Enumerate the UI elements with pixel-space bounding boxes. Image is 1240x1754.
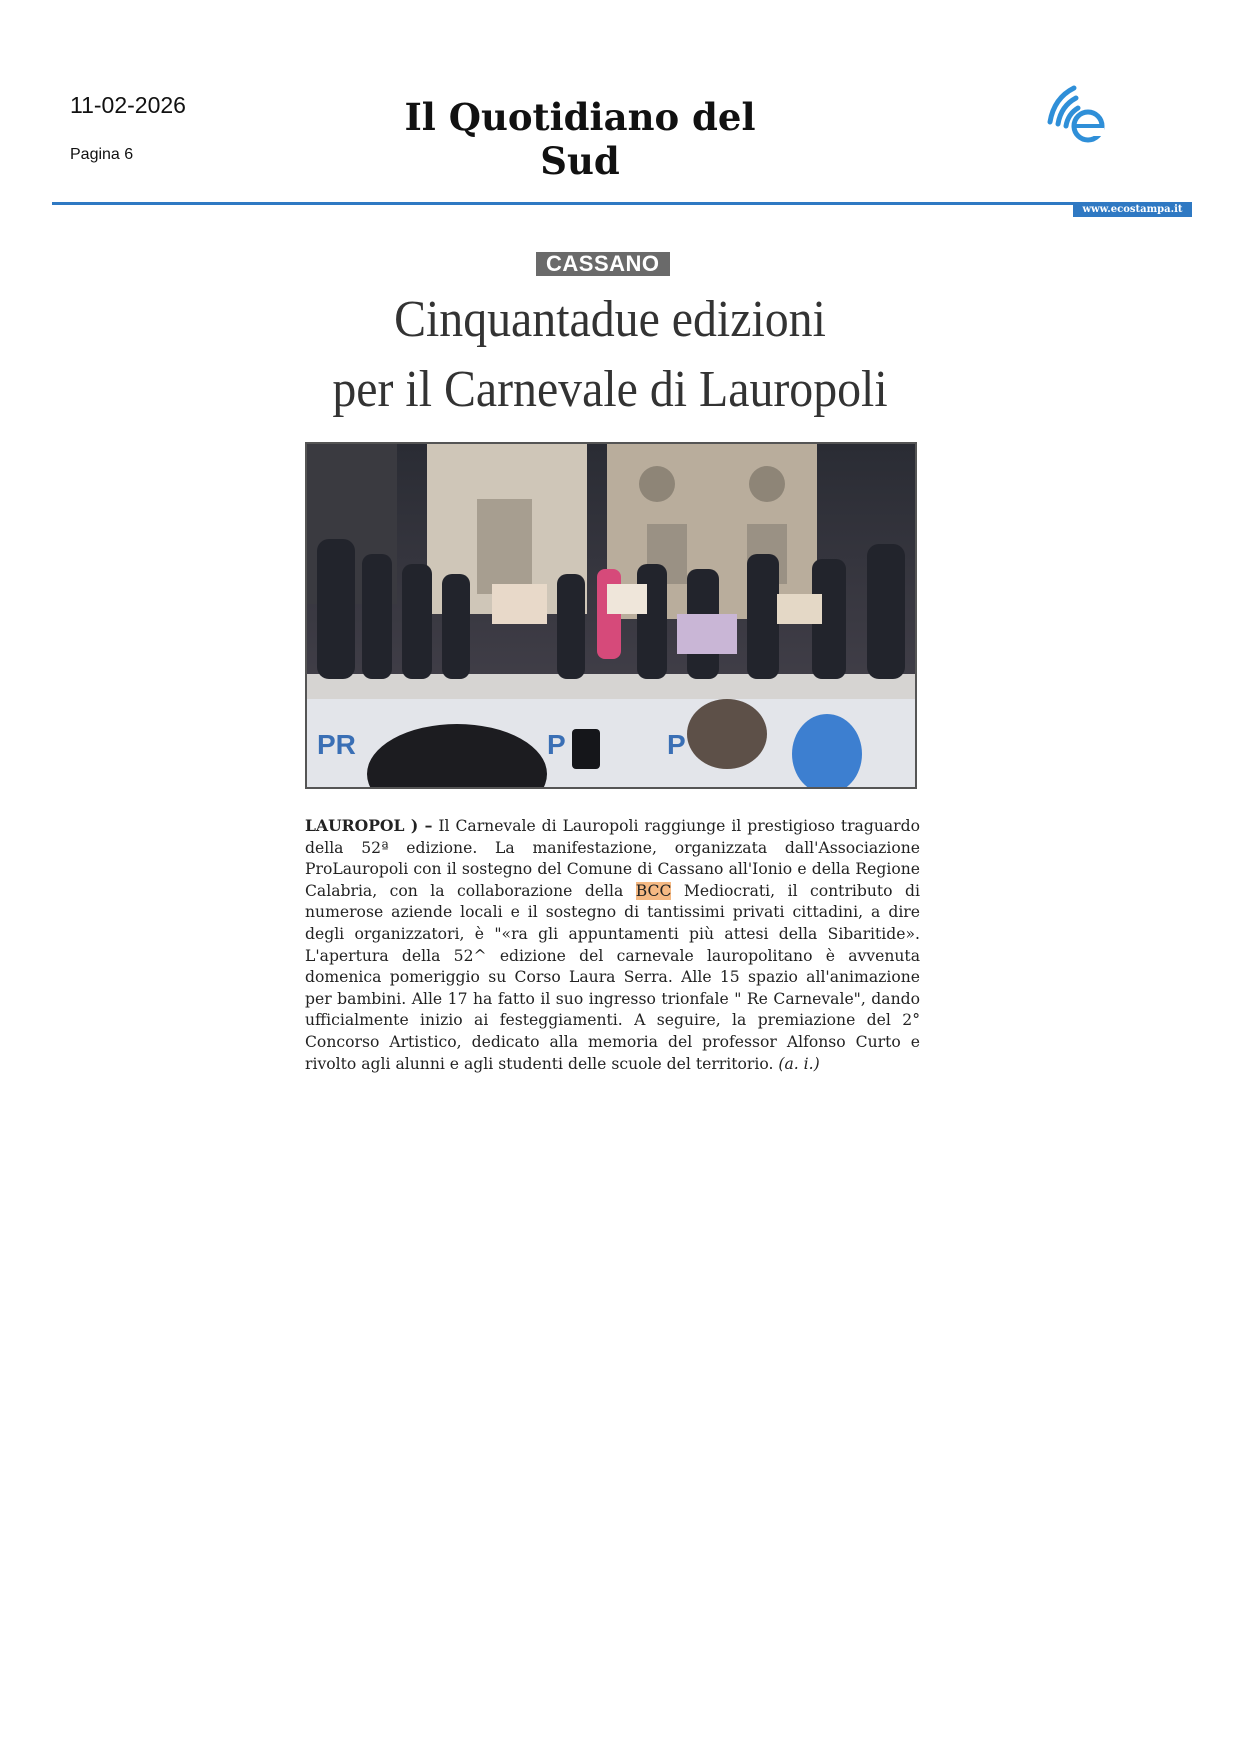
svg-text:P: P <box>547 729 566 760</box>
headline-line-1: Cinquantadue edizioni <box>394 291 826 348</box>
page-number: Pagina 6 <box>70 146 134 163</box>
newspaper-title: Il Quotidiano del Sud <box>404 95 756 183</box>
clipping-date: 11-02-2026 <box>70 92 186 118</box>
article-headline <box>325 285 895 425</box>
article-body-part-1: Il Carnevale di Lauropoli raggiunge il prestigioso traguardo della 52ª edizione. La manifestazione, organizzata dall'Associazione ProLauropoli con il sostegno del Comune di Cassano all'Ionio e della Regione Calabria, con la collaborazione della <box>305 817 920 900</box>
article-body-part-2: Mediocrati, il contributo di numerose aziende locali e il sostegno di tantissimi privati cittadini, a dire degli organizzatori, è "«ra gli appuntamenti più attesi della Sibaritide». L'apertura della 52^ edizione del carnevale lauropolitano è avvenuta domenica pomeriggio su Corso Laura Serra. Alle 15 spazio all'animazione per bambini. Alle 17 ha fatto il suo ingresso trionfale " Re Carnevale", dando ufficialmente inizio ai festeggiamenti. A seguire, la premiazione del 2° Concorso Artistico, dedicato alla memoria del professor Alfonso Curto e rivolto agli alunni e agli studenti delle scuole del territorio. <box>305 881 920 1073</box>
ecostampa-logo-icon <box>1040 76 1110 146</box>
site-url-tag[interactable]: www.ecostampa.it <box>1073 203 1192 217</box>
headline-line-2: per il Carnevale di Lauropoli <box>332 361 888 418</box>
article-signature: (a. i.) <box>778 1054 820 1073</box>
svg-text:PR: PR <box>317 729 356 760</box>
header-divider <box>52 202 1192 205</box>
article-body <box>305 815 920 1075</box>
article-photo <box>305 442 917 789</box>
section-kicker: CASSANO <box>536 252 670 276</box>
svg-text:P: P <box>667 729 686 760</box>
article-dateline: LAUROPOL ) – <box>305 816 433 835</box>
highlighted-term: BCC <box>635 881 672 900</box>
